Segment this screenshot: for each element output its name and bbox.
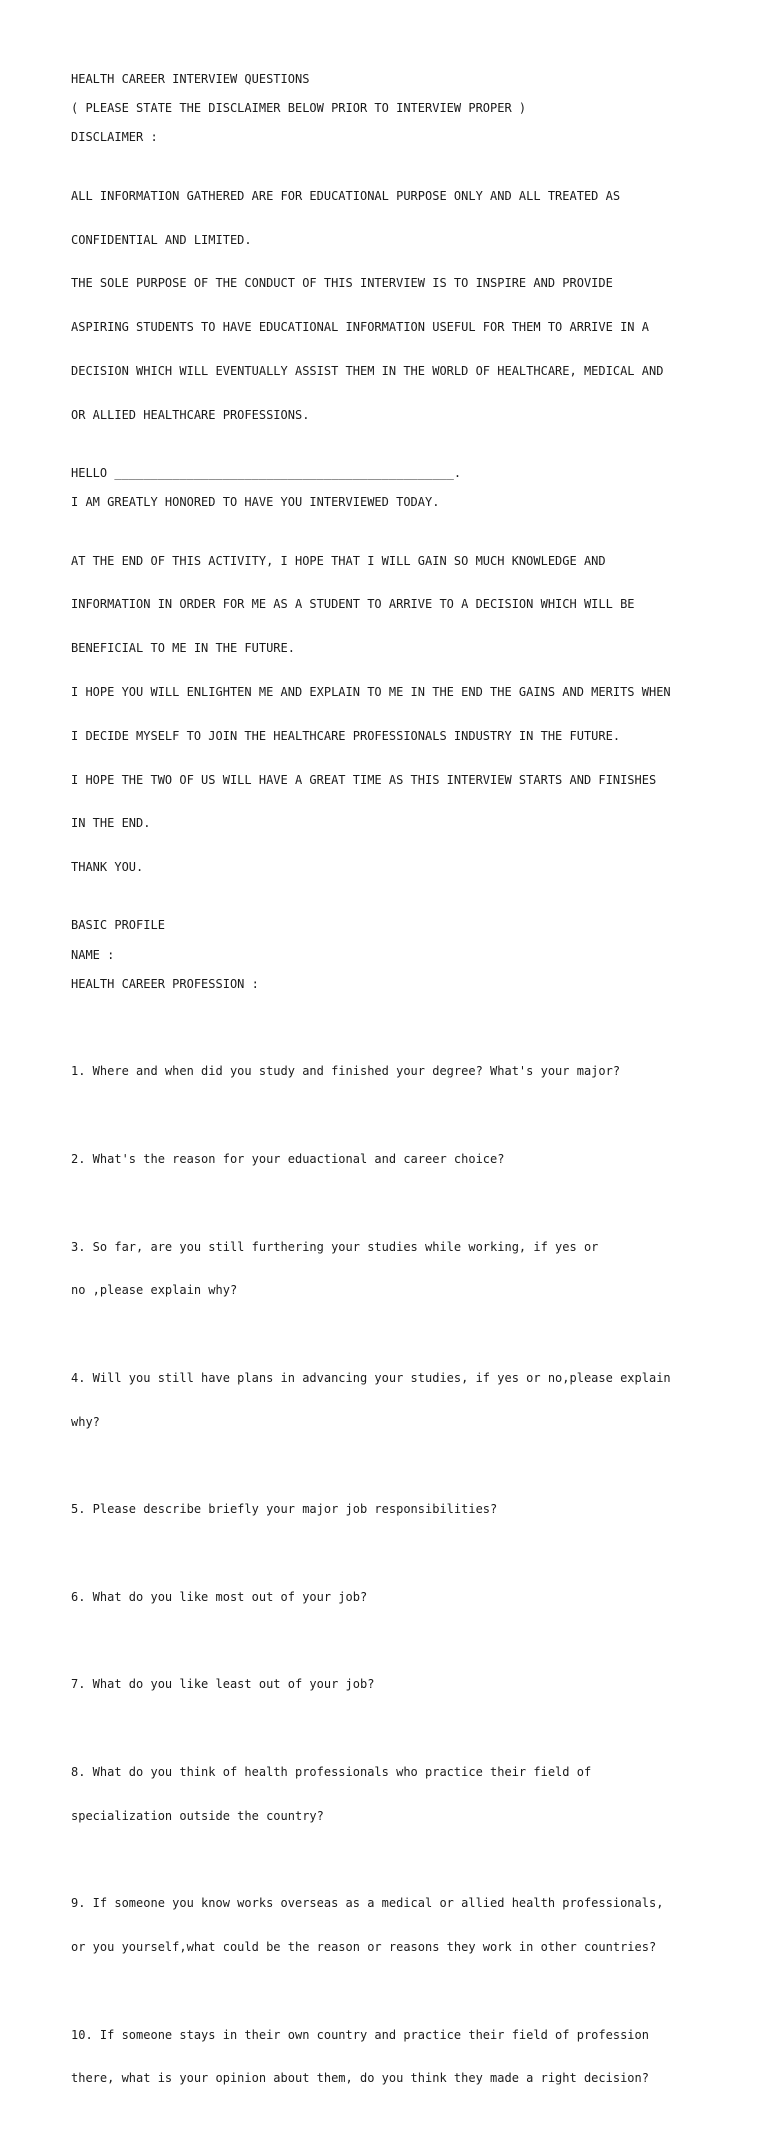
honored-line: I AM GREATLY HONORED TO HAVE YOU INTERVIEWED TODAY. (71, 495, 440, 510)
intro-line: I DECIDE MYSELF TO JOIN THE HEALTHCARE PROFESSIONALS INDUSTRY IN THE FUTURE. (71, 728, 621, 743)
question-line: 6. What do you like most out of your job? (71, 1589, 368, 1604)
question-line: 5. Please describe briefly your major job responsibilities? (71, 1502, 498, 1517)
question-item (71, 1736, 721, 1853)
profession-label: HEALTH CAREER PROFESSION : (71, 976, 259, 991)
disclaimer-line: THE SOLE PURPOSE OF THE CONDUCT OF THIS INTERVIEW IS TO INSPIRE AND PROVIDE (71, 276, 613, 291)
disclaimer-heading: DISCLAIMER : (71, 130, 158, 145)
question-line: 3. So far, are you still furthering your studies while working, if yes or (71, 1239, 599, 1254)
question-line: 4. Will you still have plans in advancing your studies, if yes or no,please explain (71, 1370, 671, 1385)
question-item (71, 1998, 721, 2115)
disclaimer-line: ALL INFORMATION GATHERED ARE FOR EDUCATIONAL PURPOSE ONLY AND ALL TREATED AS (71, 188, 621, 203)
question-item (71, 1123, 721, 1196)
disclaimer-line: CONFIDENTIAL AND LIMITED. (71, 232, 252, 247)
question-line: 9. If someone you know works overseas as a medical or allied health professionals, (71, 1896, 664, 1911)
intro-line: AT THE END OF THIS ACTIVITY, I HOPE THAT I WILL GAIN SO MUCH KNOWLEDGE AND (71, 553, 606, 568)
question-line: 8. What do you think of health professionals who practice their field of (71, 1764, 592, 1779)
question-line: 7. What do you like least out of your job? (71, 1677, 375, 1692)
disclaimer-text (71, 160, 721, 452)
disclaimer-line: ASPIRING STUDENTS TO HAVE EDUCATIONAL INFORMATION USEFUL FOR THEM TO ARRIVE IN A (71, 320, 649, 335)
question-item (71, 1867, 721, 1984)
question-line: why? (71, 1414, 100, 1429)
intro-line: I HOPE YOU WILL ENLIGHTEN ME AND EXPLAIN TO ME IN THE END THE GAINS AND MERITS WHEN (71, 684, 671, 699)
question-item (71, 1210, 721, 1327)
question-line: no ,please explain why? (71, 1283, 238, 1298)
intro-line: INFORMATION IN ORDER FOR ME AS A STUDENT TO ARRIVE TO A DECISION WHICH WILL BE (71, 597, 635, 612)
hello-line: HELLO _______________________________________________. (71, 466, 462, 481)
question-line: 1. Where and when did you study and finished your degree? What's your major? (71, 1064, 621, 1079)
document-title: HEALTH CAREER INTERVIEW QUESTIONS (71, 72, 310, 86)
question-item (71, 1561, 721, 1634)
question-line: 10. If someone stays in their own country and practice their field of profession (71, 2027, 649, 2042)
disclaimer-line: DECISION WHICH WILL EVENTUALLY ASSIST THEM IN THE WORLD OF HEALTHCARE, MEDICAL AND (71, 363, 664, 378)
question-line: there, what is your opinion about them, do you think they made a right decision? (71, 2071, 649, 2086)
intro-line: BENEFICIAL TO ME IN THE FUTURE. (71, 641, 295, 656)
section-spacer (71, 1006, 721, 1035)
question-item (71, 1473, 721, 1546)
document-page (71, 72, 721, 2130)
question-line: specialization outside the country? (71, 1808, 324, 1823)
question-item (71, 1035, 721, 1108)
question-item (71, 1648, 721, 1721)
intro-line: I HOPE THE TWO OF US WILL HAVE A GREAT TIME AS THIS INTERVIEW STARTS AND FINISHES (71, 772, 657, 787)
intro-line: IN THE END. (71, 816, 151, 831)
profile-heading: BASIC PROFILE (71, 918, 165, 933)
question-list (71, 1035, 721, 2115)
intro-text (71, 524, 721, 903)
intro-line: THANK YOU. (71, 860, 144, 875)
question-item (71, 1342, 721, 1459)
question-line: 2. What's the reason for your eduactional and career choice? (71, 1151, 505, 1166)
name-label: NAME : (71, 947, 115, 962)
instruction-note: ( PLEASE STATE THE DISCLAIMER BELOW PRIOR TO INTERVIEW PROPER ) (71, 101, 527, 116)
question-line: or you yourself,what could be the reason or reasons they work in other countries? (71, 1940, 657, 1954)
disclaimer-line: OR ALLIED HEALTHCARE PROFESSIONS. (71, 407, 310, 422)
